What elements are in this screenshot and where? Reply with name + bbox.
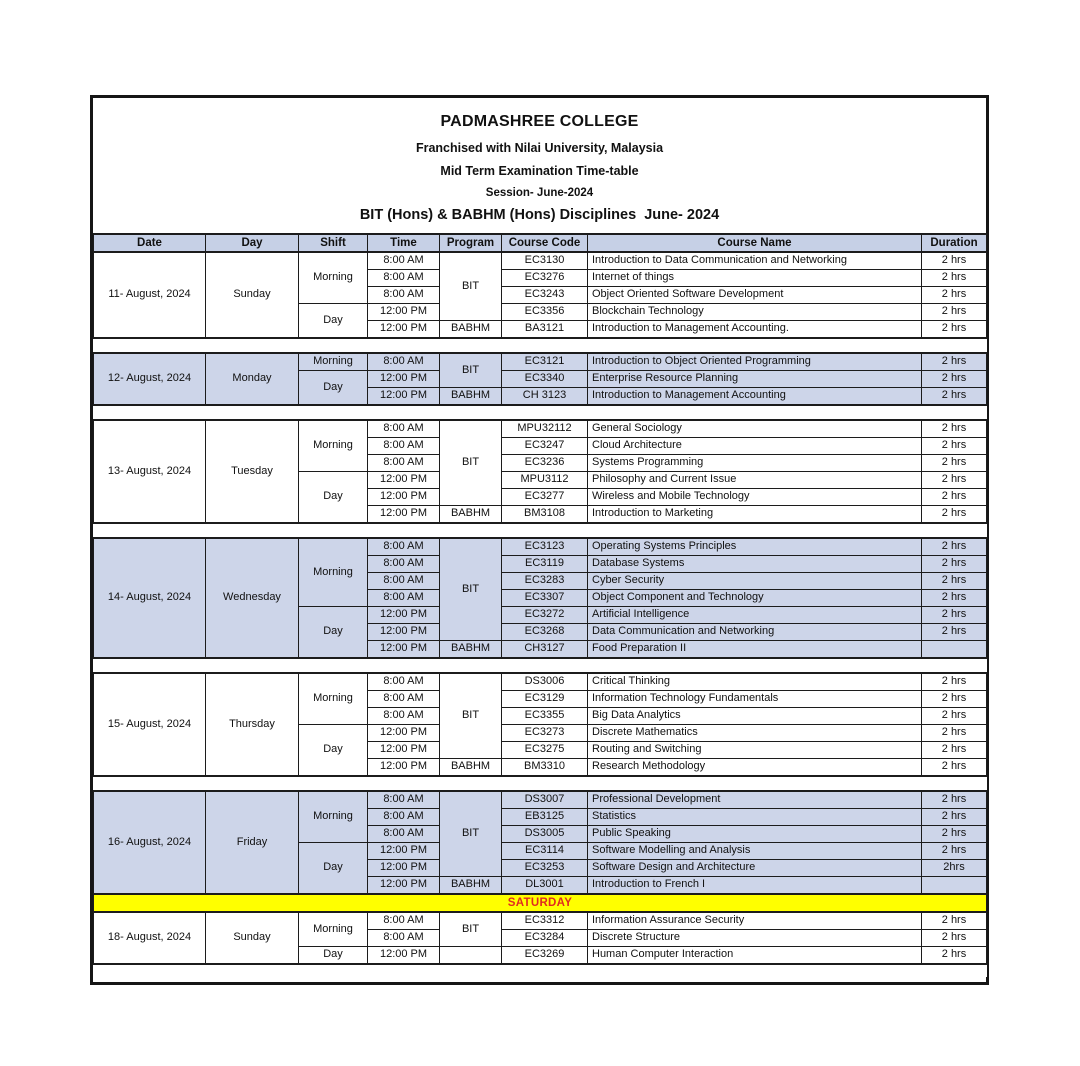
shift-cell: Day [299,725,368,777]
program-cell: BIT [440,252,502,321]
exam-row [94,673,987,691]
date-cell: 15- August, 2024 [94,673,206,776]
course-code-cell: EC3277 [502,489,588,506]
course-code-cell: EB3125 [502,809,588,826]
column-header-course-code: Course Code [502,234,588,252]
course-name-cell: Systems Programming [588,455,922,472]
program-cell: BIT [440,353,502,388]
course-name-cell: Professional Development [588,791,922,809]
duration-cell [922,877,987,895]
franchise-line: Franchised with Nilai University, Malaysia [415,141,664,155]
exam-timetable-document [90,95,989,985]
duration-cell: 2 hrs [922,912,987,930]
duration-cell: 2 hrs [922,489,987,506]
time-cell: 12:00 PM [368,843,440,860]
table-header-row [94,234,987,252]
course-code-cell: MPU3112 [502,472,588,489]
course-name-cell: Software Modelling and Analysis [588,843,922,860]
time-cell: 8:00 AM [368,573,440,590]
time-cell: 12:00 PM [368,947,440,965]
course-code-cell: EC3273 [502,725,588,742]
duration-cell: 2 hrs [922,388,987,406]
shift-cell: Day [299,843,368,895]
time-cell: 8:00 AM [368,252,440,270]
column-header-program: Program [440,234,502,252]
course-code-cell: EC3268 [502,624,588,641]
course-code-cell: EC3253 [502,860,588,877]
duration-cell: 2 hrs [922,506,987,524]
duration-cell: 2 hrs [922,304,987,321]
duration-cell: 2 hrs [922,438,987,455]
course-name-cell: Enterprise Resource Planning [588,371,922,388]
shift-cell: Morning [299,791,368,843]
course-code-cell: EC3356 [502,304,588,321]
course-name-cell: Software Design and Architecture [588,860,922,877]
course-name-cell: Object Oriented Software Development [588,287,922,304]
saturday-row [94,894,987,912]
time-cell: 8:00 AM [368,287,440,304]
course-code-cell: DL3001 [502,877,588,895]
course-code-cell: EC3312 [502,912,588,930]
duration-cell: 2 hrs [922,420,987,438]
time-cell: 8:00 AM [368,791,440,809]
spacer-row [94,776,987,791]
course-name-cell: Routing and Switching [588,742,922,759]
course-code-cell: DS3006 [502,673,588,691]
program-cell: BABHM [440,506,502,524]
duration-cell: 2 hrs [922,809,987,826]
spacer-row [94,658,987,673]
time-cell: 12:00 PM [368,371,440,388]
time-cell: 12:00 PM [368,388,440,406]
column-header-date: Date [94,234,206,252]
course-code-cell: EC3284 [502,930,588,947]
saturday-label: SATURDAY [94,894,987,912]
day-cell: Sunday [206,912,299,964]
spacer-row [94,405,987,420]
column-header-course-name: Course Name [588,234,922,252]
column-header-duration: Duration [922,234,987,252]
exam-subtitle: Mid Term Examination Time-table [440,164,639,178]
document-header [93,98,986,233]
course-code-cell: EC3236 [502,455,588,472]
duration-cell: 2 hrs [922,742,987,759]
spacer-cell [94,405,987,420]
course-name-cell: Object Component and Technology [588,590,922,607]
program-cell: BIT [440,673,502,759]
time-cell: 8:00 AM [368,556,440,573]
bottom-spacer-cell [94,964,987,977]
duration-cell: 2 hrs [922,624,987,641]
day-cell: Sunday [206,252,299,338]
date-cell: 13- August, 2024 [94,420,206,523]
course-name-cell: Statistics [588,809,922,826]
time-cell: 8:00 AM [368,930,440,947]
course-name-cell: Introduction to French I [588,877,922,895]
duration-cell: 2 hrs [922,252,987,270]
program-cell: BABHM [440,321,502,339]
time-cell: 8:00 AM [368,691,440,708]
time-cell: 8:00 AM [368,538,440,556]
time-cell: 8:00 AM [368,438,440,455]
bottom-spacer-row [94,964,987,977]
college-name: PADMASHREE COLLEGE [440,113,639,130]
duration-cell: 2 hrs [922,270,987,287]
shift-cell: Morning [299,252,368,304]
time-cell: 8:00 AM [368,420,440,438]
course-code-cell: CH3127 [502,641,588,659]
course-name-cell: Information Assurance Security [588,912,922,930]
course-name-cell: Discrete Structure [588,930,922,947]
course-code-cell: EC3269 [502,947,588,965]
time-cell: 12:00 PM [368,506,440,524]
shift-cell: Morning [299,420,368,472]
time-cell: 12:00 PM [368,321,440,339]
duration-cell: 2 hrs [922,673,987,691]
time-cell: 12:00 PM [368,877,440,895]
time-cell: 12:00 PM [368,472,440,489]
day-cell: Monday [206,353,299,405]
time-cell: 12:00 PM [368,641,440,659]
course-name-cell: Blockchain Technology [588,304,922,321]
duration-cell: 2 hrs [922,455,987,472]
day-cell: Tuesday [206,420,299,523]
duration-cell: 2 hrs [922,691,987,708]
time-cell: 12:00 PM [368,624,440,641]
program-cell: BABHM [440,641,502,659]
course-code-cell: EC3119 [502,556,588,573]
course-name-cell: Introduction to Management Accounting. [588,321,922,339]
duration-cell: 2 hrs [922,287,987,304]
course-name-cell: Public Speaking [588,826,922,843]
exam-row [94,791,987,809]
course-code-cell: EC3243 [502,287,588,304]
shift-cell: Day [299,304,368,339]
duration-cell: 2 hrs [922,353,987,371]
course-name-cell: Introduction to Data Communication and Networking [588,252,922,270]
time-cell: 8:00 AM [368,673,440,691]
course-name-cell: Critical Thinking [588,673,922,691]
course-code-cell: EC3114 [502,843,588,860]
spacer-row [94,338,987,353]
program-cell: BIT [440,420,502,506]
course-name-cell: Operating Systems Principles [588,538,922,556]
course-code-cell: BM3108 [502,506,588,524]
course-name-cell: Wireless and Mobile Technology [588,489,922,506]
duration-cell: 2hrs [922,860,987,877]
course-name-cell: Internet of things [588,270,922,287]
program-cell [440,947,502,965]
column-header-day: Day [206,234,299,252]
column-header-time: Time [368,234,440,252]
duration-cell: 2 hrs [922,573,987,590]
date-cell: 11- August, 2024 [94,252,206,338]
program-cell: BABHM [440,388,502,406]
time-cell: 8:00 AM [368,590,440,607]
program-cell: BABHM [440,877,502,895]
session-line: Session- June-2024 [485,187,594,199]
column-header-shift: Shift [299,234,368,252]
duration-cell: 2 hrs [922,759,987,777]
time-cell: 12:00 PM [368,607,440,624]
time-cell: 8:00 AM [368,809,440,826]
duration-cell: 2 hrs [922,472,987,489]
course-name-cell: Introduction to Marketing [588,506,922,524]
spacer-cell [94,338,987,353]
course-code-cell: EC3307 [502,590,588,607]
course-code-cell: DS3007 [502,791,588,809]
time-cell: 8:00 AM [368,353,440,371]
course-code-cell: DS3005 [502,826,588,843]
course-name-cell: Food Preparation II [588,641,922,659]
course-code-cell: EC3276 [502,270,588,287]
course-code-cell: BM3310 [502,759,588,777]
exam-row [94,252,987,270]
date-cell: 16- August, 2024 [94,791,206,894]
duration-cell: 2 hrs [922,947,987,965]
exam-row [94,538,987,556]
spacer-cell [94,658,987,673]
course-name-cell: General Sociology [588,420,922,438]
spacer-row [94,523,987,538]
time-cell: 12:00 PM [368,489,440,506]
duration-cell: 2 hrs [922,321,987,339]
duration-cell: 2 hrs [922,843,987,860]
spacer-cell [94,523,987,538]
program-cell: BIT [440,538,502,641]
time-cell: 8:00 AM [368,708,440,725]
time-cell: 8:00 AM [368,270,440,287]
time-cell: 12:00 PM [368,742,440,759]
course-name-cell: Introduction to Management Accounting [588,388,922,406]
course-code-cell: EC3283 [502,573,588,590]
course-code-cell: EC3121 [502,353,588,371]
course-code-cell: EC3123 [502,538,588,556]
shift-cell: Morning [299,353,368,371]
course-code-cell: EC3355 [502,708,588,725]
duration-cell: 2 hrs [922,708,987,725]
shift-cell: Day [299,947,368,965]
course-name-cell: Philosophy and Current Issue [588,472,922,489]
course-code-cell: EC3247 [502,438,588,455]
shift-cell: Morning [299,673,368,725]
shift-cell: Day [299,607,368,659]
program-cell: BIT [440,912,502,947]
course-code-cell: CH 3123 [502,388,588,406]
disciplines-line: BIT (Hons) & BABHM (Hons) Disciplines June- 2024 [359,207,720,223]
shift-cell: Day [299,371,368,406]
course-name-cell: Human Computer Interaction [588,947,922,965]
time-cell: 8:00 AM [368,455,440,472]
duration-cell: 2 hrs [922,826,987,843]
day-cell: Friday [206,791,299,894]
shift-cell: Morning [299,538,368,607]
duration-cell: 2 hrs [922,725,987,742]
course-code-cell: EC3272 [502,607,588,624]
course-code-cell: MPU32112 [502,420,588,438]
date-cell: 12- August, 2024 [94,353,206,405]
exam-row [94,420,987,438]
duration-cell: 2 hrs [922,556,987,573]
course-code-cell: EC3129 [502,691,588,708]
date-cell: 14- August, 2024 [94,538,206,658]
duration-cell: 2 hrs [922,607,987,624]
date-cell: 18- August, 2024 [94,912,206,964]
course-name-cell: Big Data Analytics [588,708,922,725]
course-name-cell: Information Technology Fundamentals [588,691,922,708]
course-name-cell: Database Systems [588,556,922,573]
course-name-cell: Research Methodology [588,759,922,777]
duration-cell: 2 hrs [922,590,987,607]
course-name-cell: Cloud Architecture [588,438,922,455]
day-cell: Wednesday [206,538,299,658]
time-cell: 12:00 PM [368,725,440,742]
timetable-table [93,233,987,977]
duration-cell: 2 hrs [922,791,987,809]
time-cell: 8:00 AM [368,826,440,843]
course-name-cell: Introduction to Object Oriented Programming [588,353,922,371]
duration-cell: 2 hrs [922,930,987,947]
day-cell: Thursday [206,673,299,776]
duration-cell: 2 hrs [922,538,987,556]
course-code-cell: EC3130 [502,252,588,270]
time-cell: 12:00 PM [368,304,440,321]
exam-row [94,912,987,930]
time-cell: 12:00 PM [368,759,440,777]
course-code-cell: BA3121 [502,321,588,339]
course-name-cell: Data Communication and Networking [588,624,922,641]
shift-cell: Morning [299,912,368,947]
exam-row [94,353,987,371]
program-cell: BABHM [440,759,502,777]
duration-cell: 2 hrs [922,371,987,388]
program-cell: BIT [440,791,502,877]
course-name-cell: Cyber Security [588,573,922,590]
course-name-cell: Artificial Intelligence [588,607,922,624]
course-code-cell: EC3275 [502,742,588,759]
course-name-cell: Discrete Mathematics [588,725,922,742]
time-cell: 12:00 PM [368,860,440,877]
duration-cell [922,641,987,659]
course-code-cell: EC3340 [502,371,588,388]
time-cell: 8:00 AM [368,912,440,930]
shift-cell: Day [299,472,368,524]
spacer-cell [94,776,987,791]
